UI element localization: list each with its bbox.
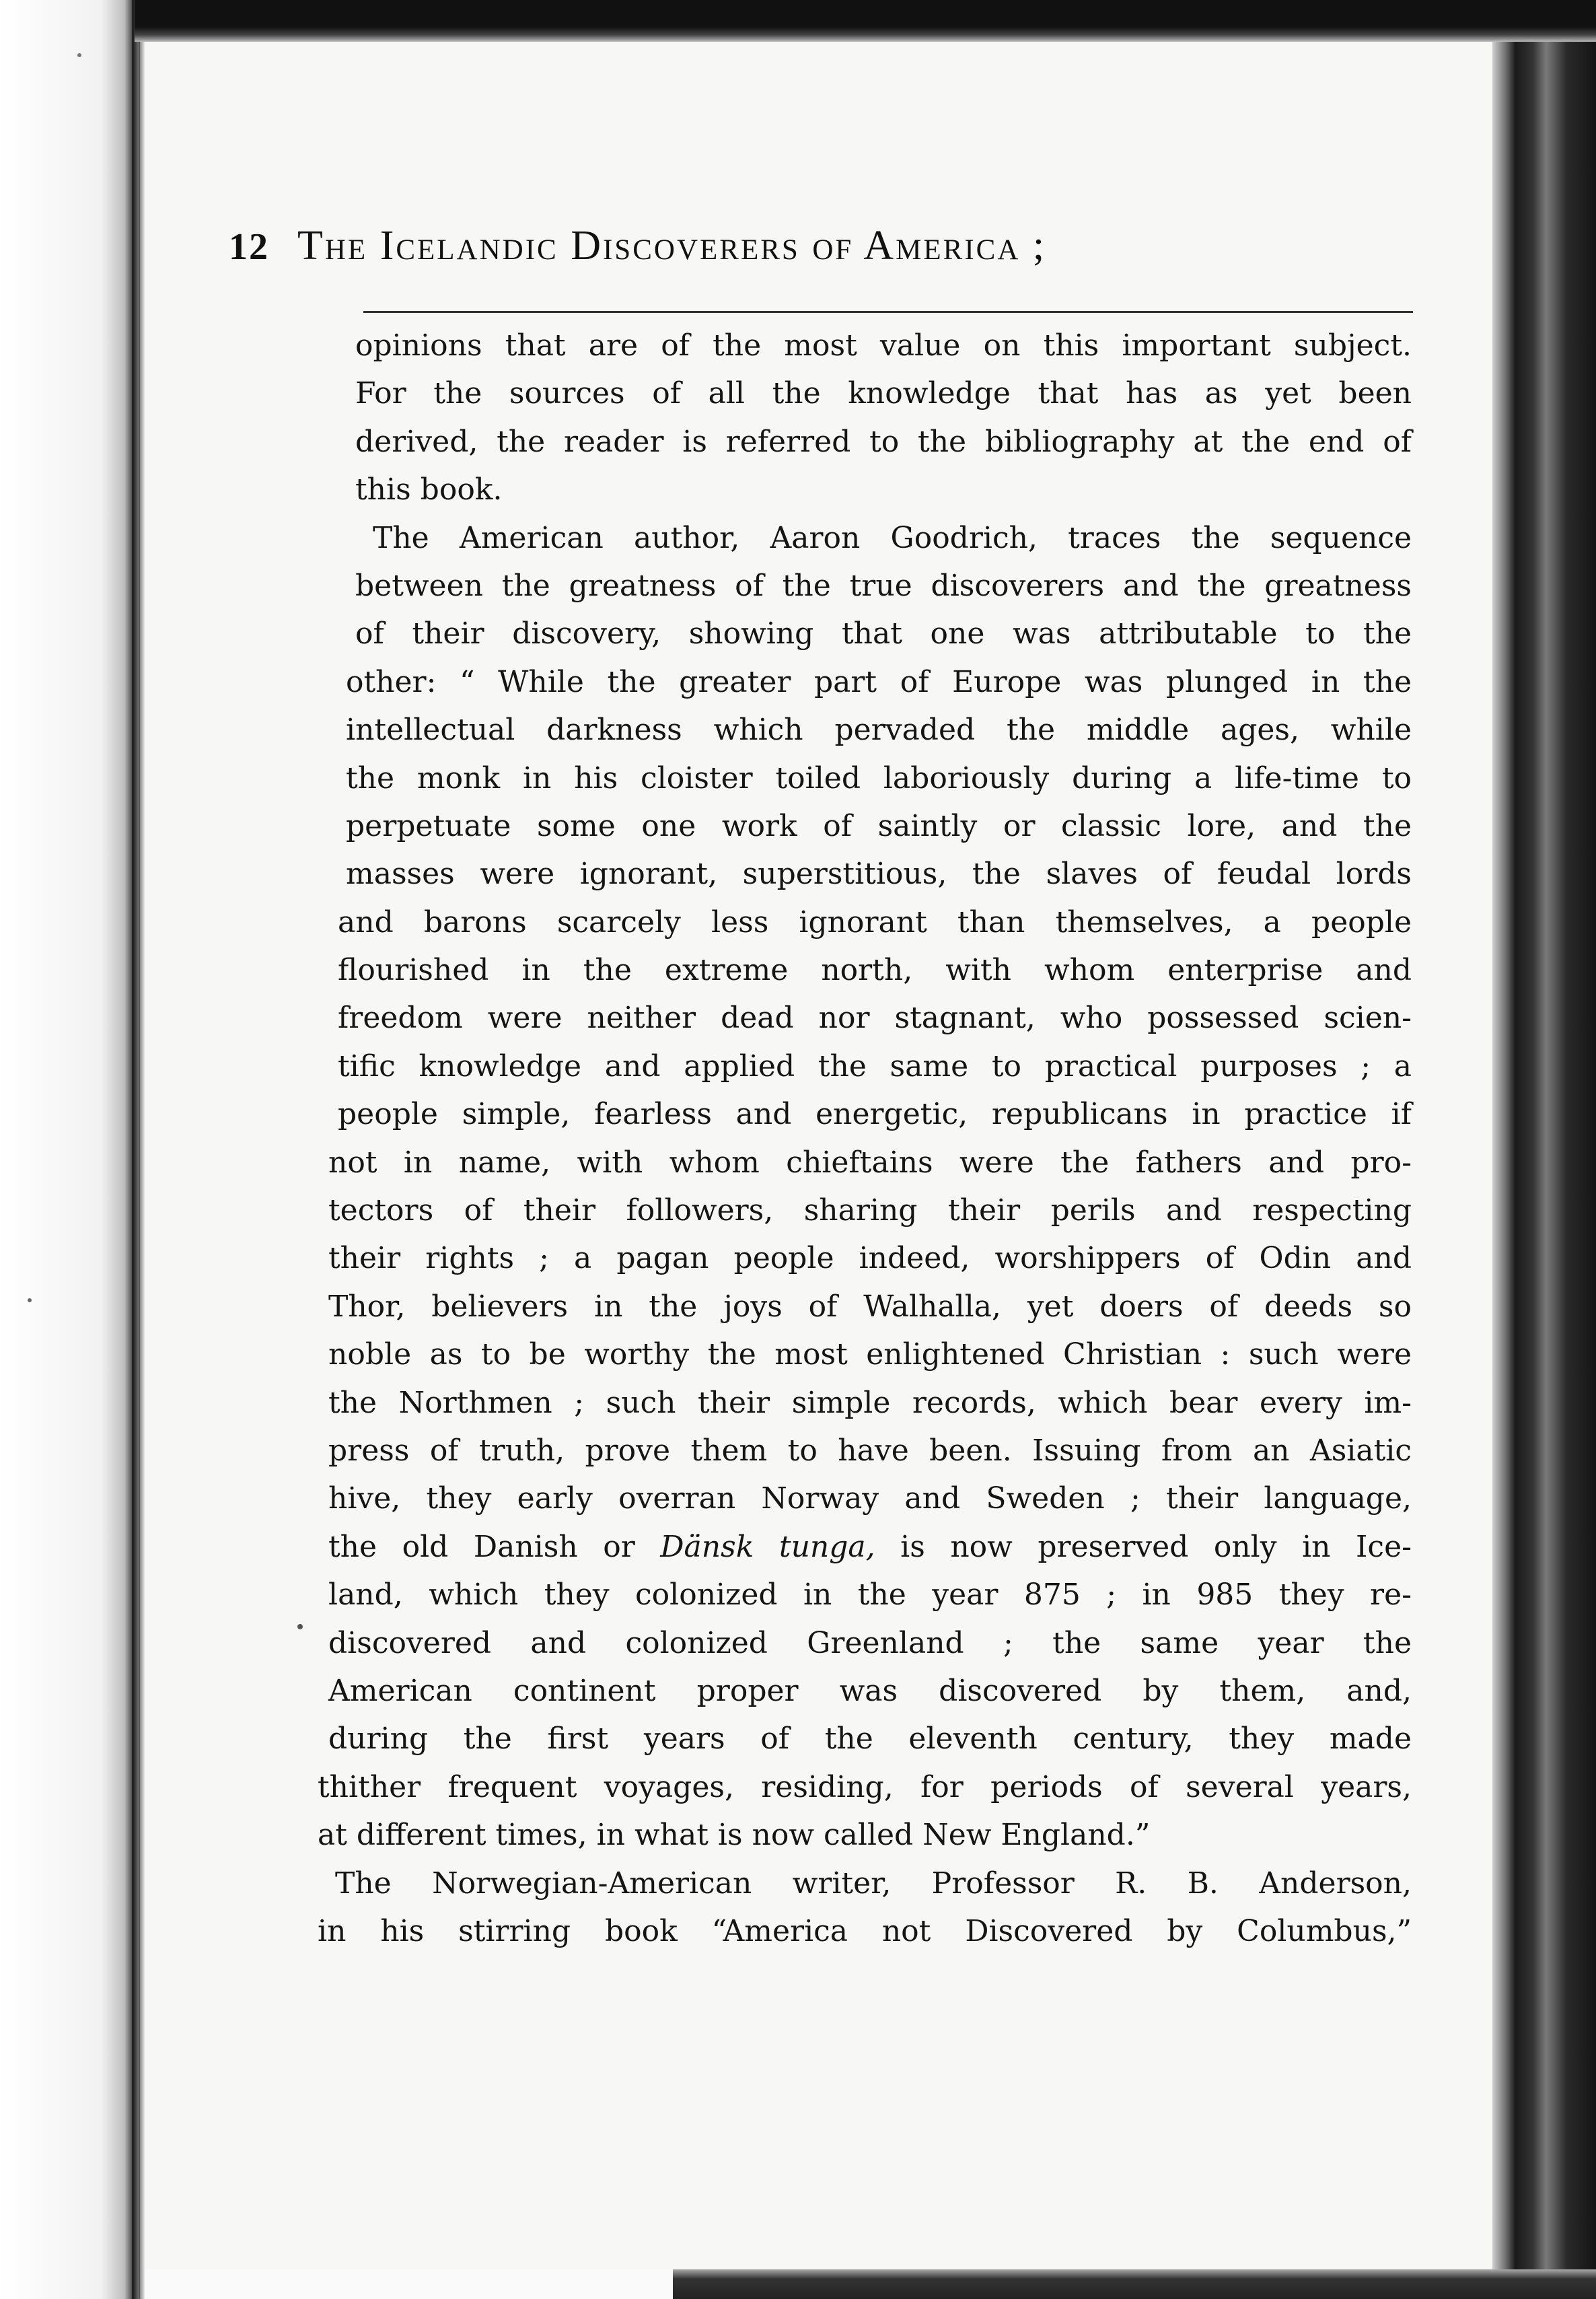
text-line: not in name, with whom chieftains were the fathers and pro-	[328, 1145, 1412, 1180]
text-line: freedom were neither dead nor stagnant, who possessed scien-	[338, 1001, 1412, 1036]
text-fragment: is now preserved only in Ice-	[900, 1529, 1412, 1564]
text-line: and barons scarcely less ignorant than themselves, a people	[338, 905, 1412, 940]
text-line: perpetuate some one work of saintly or classic lore, and the	[346, 808, 1412, 843]
text-line: thither frequent voyages, residing, for periods of several years,	[318, 1769, 1412, 1804]
text-line: during the first years of the eleventh century, they made	[328, 1722, 1412, 1757]
running-title: The Icelandic Discoverers of America ;	[297, 223, 1047, 269]
text-line: The American author, Aaron Goodrich, traces the sequence	[373, 520, 1412, 555]
text-line: The Norwegian-American writer, Professor R. B. Anderson,	[335, 1866, 1412, 1901]
text-line: of their discovery, showing that one was attributable to the	[355, 616, 1412, 651]
text-line: hive, they early overran Norway and Sweden ; their language,	[328, 1481, 1412, 1516]
text-line: in his stirring book “America not Discovered by Columbus,”	[318, 1913, 1412, 1948]
text-fragment: the old Danish or	[328, 1529, 635, 1564]
text-line: tectors of their followers, sharing their perils and respecting	[328, 1193, 1412, 1228]
text-line: press of truth, prove them to have been. Issuing from an Asiatic	[328, 1433, 1412, 1468]
page-number: 12	[229, 226, 269, 268]
text-line: derived, the reader is referred to the bibliography at the end of	[355, 424, 1412, 459]
text-line: tific knowledge and applied the same to practical purposes ; a	[338, 1049, 1412, 1084]
italic-phrase: Dänsk tunga,	[660, 1529, 875, 1564]
text-line: their rights ; a pagan people indeed, worshippers of Odin and	[328, 1241, 1412, 1276]
text-line: discovered and colonized Greenland ; the same year the	[328, 1625, 1412, 1660]
text-line: masses were ignorant, superstitious, the slaves of feudal lords	[346, 857, 1412, 892]
text-line: land, which they colonized in the year 875 ; in 985 they re-	[328, 1578, 1412, 1613]
text-line: For the sources of all the knowledge that has as yet been	[355, 376, 1412, 411]
text-line: the monk in his cloister toiled laboriously during a life-time to	[346, 761, 1412, 795]
text-line: noble as to be worthy the most enlightened Christian : such were	[328, 1337, 1412, 1372]
text-line: this book.	[355, 472, 503, 507]
text-line: the Northmen ; such their simple records, which bear every im-	[328, 1385, 1412, 1420]
text-line: flourished in the extreme north, with whom enterprise and	[338, 953, 1412, 988]
text-line: opinions that are of the most value on this important subject.	[355, 328, 1412, 363]
text-line: people simple, fearless and energetic, republicans in practice if	[338, 1097, 1412, 1132]
text-line: other: “ While the greater part of Europe was plunged in the	[346, 664, 1412, 699]
text-line: between the greatness of the true discoverers and the greatness	[355, 568, 1412, 603]
text-line: American continent proper was discovered by them, and,	[328, 1673, 1412, 1708]
text-line: at different times, in what is now called New England.”	[318, 1818, 1151, 1853]
text-line: Thor, believers in the joys of Walhalla, yet doers of deeds so	[328, 1289, 1412, 1324]
text-line: intellectual darkness which pervaded the middle ages, while	[346, 713, 1412, 748]
